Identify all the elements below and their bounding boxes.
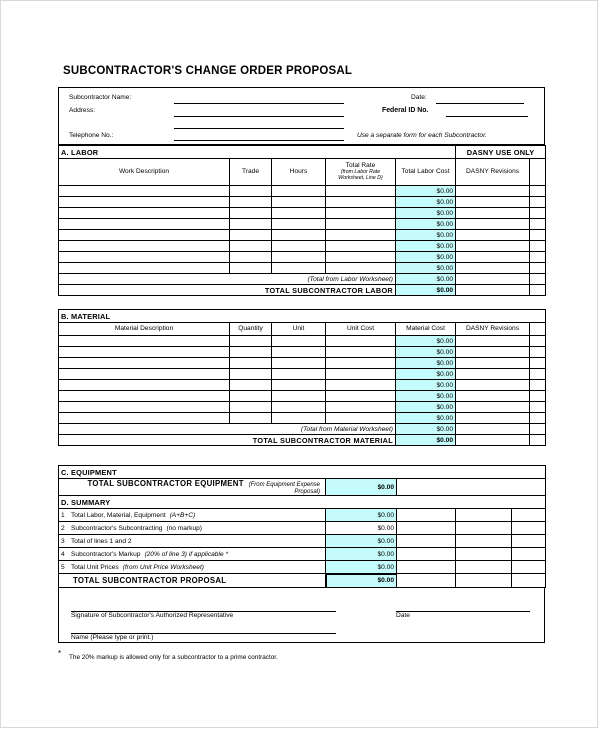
labor-cost-cell[interactable]: $0.00 — [396, 197, 456, 208]
table-row[interactable] — [59, 391, 546, 402]
material-column-header-row — [59, 323, 546, 336]
col-labor-extra — [530, 159, 546, 186]
col-unit-cost: Unit Cost — [326, 323, 396, 336]
labor-total-row — [59, 285, 546, 296]
labor-trade-cell[interactable] — [230, 241, 272, 252]
col-total-rate — [326, 159, 396, 186]
material-unit-cost-cell[interactable] — [326, 347, 396, 358]
summary-line-3-number: 3 — [61, 537, 65, 545]
material-quantity-cell[interactable] — [230, 369, 272, 380]
summary-total-value[interactable]: $0.00 — [326, 574, 397, 588]
labor-revisions-cell[interactable] — [456, 197, 530, 208]
summary-line-5-note: (from Unit Price Worksheet) — [122, 563, 204, 571]
material-total-row — [59, 435, 546, 446]
labor-revisions-cell[interactable] — [456, 252, 530, 263]
dasny-use-only-banner: DASNY USE ONLY — [456, 146, 546, 159]
material-unit-cost-cell[interactable] — [326, 336, 396, 347]
material-total-value[interactable]: $0.00 — [396, 435, 456, 446]
labor-description-cell[interactable] — [59, 208, 230, 219]
col-total-rate-main: Total Rate — [345, 162, 376, 170]
labor-revisions-cell[interactable] — [456, 208, 530, 219]
material-revisions-cell[interactable] — [456, 369, 530, 380]
table-row[interactable] — [59, 380, 546, 391]
material-cost-cell[interactable]: $0.00 — [396, 380, 456, 391]
summary-line-4-label-cell — [59, 548, 326, 561]
equipment-blank-cell-1 — [397, 479, 456, 496]
equipment-section-header-row — [59, 466, 546, 479]
equipment-total-label: TOTAL SUBCONTRACTOR EQUIPMENT — [87, 479, 244, 488]
summary-line-5-extra-c[interactable] — [512, 561, 546, 574]
labor-cost-cell[interactable]: $0.00 — [396, 230, 456, 241]
material-description-cell[interactable] — [59, 402, 230, 413]
material-table — [58, 309, 546, 446]
table-row[interactable] — [59, 208, 546, 219]
summary-line-4-note: (20% of line 3) if applicable * — [144, 550, 229, 558]
material-extra-cell[interactable] — [530, 391, 546, 402]
equipment-section-label: C. EQUIPMENT — [59, 466, 546, 479]
labor-rate-cell[interactable] — [326, 219, 396, 230]
labor-section-label: A. LABOR — [59, 146, 456, 159]
labor-rate-cell[interactable] — [326, 230, 396, 241]
subcontractor-name-label: Subcontractor Name: — [69, 94, 132, 101]
summary-line-2-extra-b[interactable] — [456, 522, 512, 535]
material-quantity-cell[interactable] — [230, 380, 272, 391]
labor-column-header-row — [59, 159, 546, 186]
summary-line-row — [59, 535, 546, 548]
summary-line-4-label: Subcontractor's Markup — [71, 550, 141, 558]
summary-line-5-extra-b[interactable] — [456, 561, 512, 574]
labor-trade-cell[interactable] — [230, 230, 272, 241]
material-revisions-cell[interactable] — [456, 336, 530, 347]
material-description-cell[interactable] — [59, 336, 230, 347]
table-row[interactable] — [59, 402, 546, 413]
labor-total-extra-cell[interactable] — [530, 285, 546, 296]
summary-line-2-extra-a[interactable] — [397, 522, 456, 535]
material-cost-cell[interactable]: $0.00 — [396, 369, 456, 380]
labor-cost-cell[interactable]: $0.00 — [396, 263, 456, 274]
summary-line-3-label: Total of lines 1 and 2 — [71, 537, 132, 545]
material-extra-cell[interactable] — [530, 380, 546, 391]
summary-line-2-number: 2 — [61, 524, 65, 532]
labor-trade-cell[interactable] — [230, 252, 272, 263]
material-description-cell[interactable] — [59, 413, 230, 424]
material-quantity-cell[interactable] — [230, 413, 272, 424]
col-dasny-revisions-material: DASNY Revisions — [456, 323, 530, 336]
labor-extra-cell[interactable] — [530, 219, 546, 230]
material-revisions-cell[interactable] — [456, 402, 530, 413]
material-worksheet-revisions-cell[interactable] — [456, 424, 530, 435]
col-total-rate-sub: (from Labor Rate Worksheet, Line D) — [338, 169, 383, 181]
col-material-description: Material Description — [59, 323, 230, 336]
summary-total-label: TOTAL SUBCONTRACTOR PROPOSAL — [59, 574, 326, 588]
material-extra-cell[interactable] — [530, 358, 546, 369]
col-material-extra — [530, 323, 546, 336]
material-unit-cell[interactable] — [272, 347, 326, 358]
summary-line-2-extra-c[interactable] — [512, 522, 546, 535]
material-quantity-cell[interactable] — [230, 402, 272, 413]
material-unit-cost-cell[interactable] — [326, 391, 396, 402]
labor-cost-cell[interactable]: $0.00 — [396, 241, 456, 252]
summary-line-4-extra-a[interactable] — [397, 548, 456, 561]
summary-total-extra-b[interactable] — [456, 574, 512, 588]
labor-revisions-cell[interactable] — [456, 219, 530, 230]
material-description-cell[interactable] — [59, 369, 230, 380]
labor-extra-cell[interactable] — [530, 197, 546, 208]
summary-line-5-value[interactable]: $0.00 — [326, 561, 397, 574]
summary-line-row — [59, 548, 546, 561]
material-unit-cell[interactable] — [272, 413, 326, 424]
table-row[interactable] — [59, 413, 546, 424]
material-revisions-cell[interactable] — [456, 391, 530, 402]
labor-total-value[interactable]: $0.00 — [396, 285, 456, 296]
subcontractor-name-input[interactable] — [174, 103, 344, 104]
material-revisions-cell[interactable] — [456, 358, 530, 369]
labor-table — [58, 145, 546, 296]
summary-line-row — [59, 522, 546, 535]
material-extra-cell[interactable] — [530, 413, 546, 424]
material-cost-cell[interactable]: $0.00 — [396, 413, 456, 424]
federal-id-label: Federal ID No. — [382, 107, 429, 114]
labor-cost-cell[interactable]: $0.00 — [396, 252, 456, 263]
equipment-total-label-cell — [59, 479, 326, 496]
summary-line-2-label: Subcontractor's Subcontracting — [71, 524, 163, 532]
labor-cost-cell[interactable]: $0.00 — [396, 208, 456, 219]
material-extra-cell[interactable] — [530, 347, 546, 358]
summary-line-1-label-cell — [59, 509, 326, 522]
material-total-revisions-cell[interactable] — [456, 435, 530, 446]
summary-line-3-label-cell — [59, 535, 326, 548]
equipment-summary-table — [58, 465, 546, 588]
material-revisions-cell[interactable] — [456, 413, 530, 424]
material-total-label: TOTAL SUBCONTRACTOR MATERIAL — [59, 435, 396, 446]
summary-line-1-extra-b[interactable] — [456, 509, 512, 522]
table-row[interactable] — [59, 241, 546, 252]
labor-total-revisions-cell[interactable] — [456, 285, 530, 296]
telephone-input[interactable] — [174, 140, 344, 141]
labor-extra-cell[interactable] — [530, 252, 546, 263]
material-extra-cell[interactable] — [530, 402, 546, 413]
identity-header-box — [58, 87, 545, 145]
labor-hours-cell[interactable] — [272, 263, 326, 274]
footnote-star: * — [58, 649, 62, 658]
labor-cost-cell[interactable]: $0.00 — [396, 186, 456, 197]
labor-rate-cell[interactable] — [326, 186, 396, 197]
footnote-text: The 20% markup is allowed only for a subcontractor to a prime contractor. — [69, 654, 278, 661]
material-description-cell[interactable] — [59, 391, 230, 402]
summary-line-1-extra-c[interactable] — [512, 509, 546, 522]
labor-worksheet-total-label: (Total from Labor Worksheet) — [59, 274, 396, 285]
page-title: SUBCONTRACTOR'S CHANGE ORDER PROPOSAL — [63, 65, 353, 77]
material-cost-cell[interactable]: $0.00 — [396, 336, 456, 347]
labor-revisions-cell[interactable] — [456, 263, 530, 274]
material-cost-cell[interactable]: $0.00 — [396, 358, 456, 369]
summary-line-4-value[interactable]: $0.00 — [326, 548, 397, 561]
separate-form-note: Use a separate form for each Subcontractor. — [357, 132, 487, 139]
material-description-cell[interactable] — [59, 380, 230, 391]
material-quantity-cell[interactable] — [230, 391, 272, 402]
labor-description-cell[interactable] — [59, 197, 230, 208]
material-worksheet-total-row — [59, 424, 546, 435]
table-row[interactable] — [59, 186, 546, 197]
material-section-label: B. MATERIAL — [59, 310, 546, 323]
labor-trade-cell[interactable] — [230, 263, 272, 274]
address-label: Address: — [69, 107, 96, 114]
material-unit-cell[interactable] — [272, 336, 326, 347]
material-quantity-cell[interactable] — [230, 336, 272, 347]
labor-rate-cell[interactable] — [326, 252, 396, 263]
labor-revisions-cell[interactable] — [456, 186, 530, 197]
material-total-extra-cell[interactable] — [530, 435, 546, 446]
material-unit-cost-cell[interactable] — [326, 380, 396, 391]
labor-hours-cell[interactable] — [272, 219, 326, 230]
table-row[interactable] — [59, 230, 546, 241]
summary-line-4-extra-c[interactable] — [512, 548, 546, 561]
summary-total-extra-a[interactable] — [397, 574, 456, 588]
summary-total-extra-c[interactable] — [512, 574, 546, 588]
material-revisions-cell[interactable] — [456, 380, 530, 391]
table-row[interactable] — [59, 369, 546, 380]
col-unit: Unit — [272, 323, 326, 336]
summary-line-2-label-cell — [59, 522, 326, 535]
table-row[interactable] — [59, 263, 546, 274]
material-unit-cell[interactable] — [272, 369, 326, 380]
equipment-total-value[interactable]: $0.00 — [326, 479, 397, 496]
material-cost-cell[interactable]: $0.00 — [396, 391, 456, 402]
labor-description-cell[interactable] — [59, 241, 230, 252]
labor-description-cell[interactable] — [59, 263, 230, 274]
material-unit-cell[interactable] — [272, 358, 326, 369]
labor-description-cell[interactable] — [59, 230, 230, 241]
summary-total-row — [59, 574, 546, 588]
labor-section-header-row — [59, 146, 546, 159]
federal-id-input[interactable] — [446, 116, 528, 117]
summary-line-3-extra-c[interactable] — [512, 535, 546, 548]
col-work-description: Work Description — [59, 159, 230, 186]
summary-line-5-number: 5 — [61, 563, 65, 571]
labor-hours-cell[interactable] — [272, 197, 326, 208]
col-dasny-revisions-labor: DASNY Revisions — [456, 159, 530, 186]
summary-line-1-label: Total Labor, Material, Equipment — [71, 511, 166, 519]
material-unit-cell[interactable] — [272, 391, 326, 402]
labor-trade-cell[interactable] — [230, 219, 272, 230]
date-input[interactable] — [436, 103, 524, 104]
summary-line-1-extra-a[interactable] — [397, 509, 456, 522]
summary-line-5-extra-a[interactable] — [397, 561, 456, 574]
labor-description-cell[interactable] — [59, 219, 230, 230]
summary-section-label: D. SUMMARY — [59, 496, 546, 509]
material-revisions-cell[interactable] — [456, 347, 530, 358]
table-row[interactable] — [59, 347, 546, 358]
equipment-total-note: (From Equipment Expense Proposal) — [248, 482, 320, 495]
summary-line-2-value[interactable]: $0.00 — [326, 522, 397, 535]
col-trade: Trade — [230, 159, 272, 186]
labor-rate-cell[interactable] — [326, 241, 396, 252]
telephone-label: Telephone No.: — [69, 132, 114, 139]
summary-line-1-number: 1 — [61, 511, 65, 519]
labor-hours-cell[interactable] — [272, 230, 326, 241]
address-input-line1[interactable] — [174, 116, 344, 117]
labor-extra-cell[interactable] — [530, 241, 546, 252]
material-quantity-cell[interactable] — [230, 347, 272, 358]
labor-revisions-cell[interactable] — [456, 241, 530, 252]
table-row[interactable] — [59, 336, 546, 347]
col-hours: Hours — [272, 159, 326, 186]
col-material-cost: Material Cost — [396, 323, 456, 336]
table-row[interactable] — [59, 219, 546, 230]
material-worksheet-extra-cell[interactable] — [530, 424, 546, 435]
labor-extra-cell[interactable] — [530, 186, 546, 197]
labor-extra-cell[interactable] — [530, 208, 546, 219]
signature-date-input[interactable] — [396, 611, 530, 612]
labor-rate-cell[interactable] — [326, 263, 396, 274]
table-row[interactable] — [59, 252, 546, 263]
labor-trade-cell[interactable] — [230, 186, 272, 197]
equipment-blank-cell-3 — [512, 479, 546, 496]
summary-line-4-number: 4 — [61, 550, 65, 558]
material-unit-cost-cell[interactable] — [326, 358, 396, 369]
summary-line-3-extra-b[interactable] — [456, 535, 512, 548]
labor-cost-cell[interactable]: $0.00 — [396, 219, 456, 230]
signature-caption: Signature of Subcontractor's Authorized Representative — [71, 612, 234, 619]
labor-hours-cell[interactable] — [272, 208, 326, 219]
equipment-blank-cell-2 — [456, 479, 512, 496]
labor-worksheet-total-value[interactable]: $0.00 — [396, 274, 456, 285]
material-extra-cell[interactable] — [530, 336, 546, 347]
material-description-cell[interactable] — [59, 347, 230, 358]
material-worksheet-total-label: (Total from Material Worksheet) — [59, 424, 396, 435]
labor-trade-cell[interactable] — [230, 197, 272, 208]
labor-revisions-cell[interactable] — [456, 230, 530, 241]
material-unit-cost-cell[interactable] — [326, 402, 396, 413]
summary-line-row — [59, 509, 546, 522]
labor-hours-cell[interactable] — [272, 186, 326, 197]
summary-line-2-note: (no markup) — [166, 524, 202, 532]
labor-worksheet-total-row — [59, 274, 546, 285]
equipment-total-row — [59, 479, 546, 496]
summary-line-row — [59, 561, 546, 574]
col-quantity: Quantity — [230, 323, 272, 336]
signature-block — [58, 587, 545, 643]
material-cost-cell[interactable]: $0.00 — [396, 347, 456, 358]
labor-worksheet-extra-cell[interactable] — [530, 274, 546, 285]
material-worksheet-total-value[interactable]: $0.00 — [396, 424, 456, 435]
summary-line-3-extra-a[interactable] — [397, 535, 456, 548]
signature-date-caption: Date — [396, 612, 410, 619]
table-row[interactable] — [59, 358, 546, 369]
summary-section-header-row — [59, 496, 546, 509]
material-extra-cell[interactable] — [530, 369, 546, 380]
summary-line-1-value[interactable]: $0.00 — [326, 509, 397, 522]
printed-name-caption: Name (Please type or print.) — [71, 634, 154, 641]
labor-extra-cell[interactable] — [530, 230, 546, 241]
labor-total-label: TOTAL SUBCONTRACTOR LABOR — [59, 285, 396, 296]
material-description-cell[interactable] — [59, 358, 230, 369]
address-input-line2[interactable] — [174, 128, 344, 129]
labor-extra-cell[interactable] — [530, 263, 546, 274]
labor-hours-cell[interactable] — [272, 252, 326, 263]
labor-rate-cell[interactable] — [326, 208, 396, 219]
summary-line-3-value[interactable]: $0.00 — [326, 535, 397, 548]
material-unit-cost-cell[interactable] — [326, 413, 396, 424]
table-row[interactable] — [59, 197, 546, 208]
col-total-labor-cost: Total Labor Cost — [396, 159, 456, 186]
material-section-header-row — [59, 310, 546, 323]
summary-line-1-note: (A+B+C) — [169, 511, 196, 519]
material-unit-cell[interactable] — [272, 380, 326, 391]
material-unit-cost-cell[interactable] — [326, 369, 396, 380]
material-quantity-cell[interactable] — [230, 358, 272, 369]
summary-line-5-label-cell — [59, 561, 326, 574]
labor-description-cell[interactable] — [59, 186, 230, 197]
labor-description-cell[interactable] — [59, 252, 230, 263]
labor-worksheet-revisions-cell[interactable] — [456, 274, 530, 285]
summary-line-4-extra-b[interactable] — [456, 548, 512, 561]
labor-trade-cell[interactable] — [230, 208, 272, 219]
labor-hours-cell[interactable] — [272, 241, 326, 252]
date-label: Date: — [411, 94, 427, 101]
material-unit-cell[interactable] — [272, 402, 326, 413]
summary-line-5-label: Total Unit Prices — [71, 563, 119, 571]
material-cost-cell[interactable]: $0.00 — [396, 402, 456, 413]
labor-rate-cell[interactable] — [326, 197, 396, 208]
